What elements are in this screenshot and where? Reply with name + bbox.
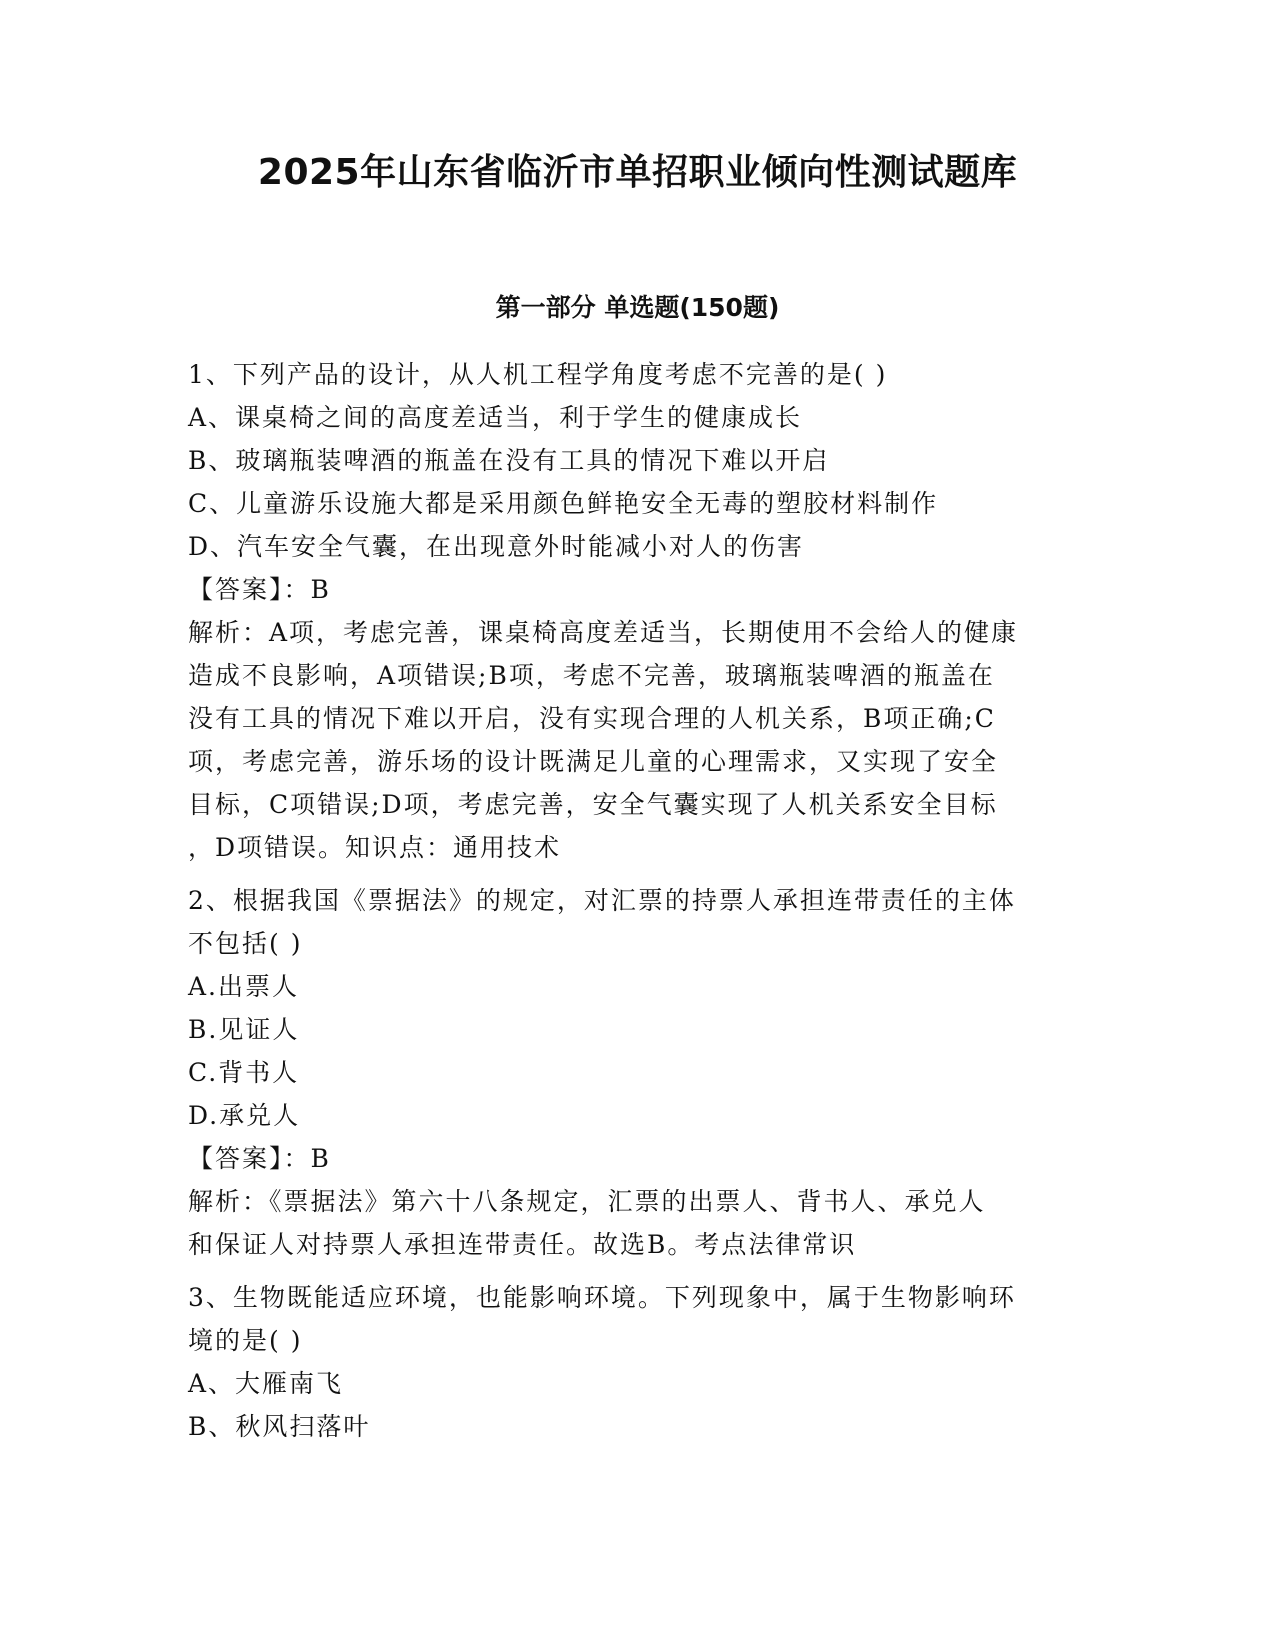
- question-2: [188, 879, 1088, 1266]
- option-a: A.出票人: [188, 972, 300, 1001]
- question-1: [188, 353, 1088, 869]
- option-b: B.见证人: [188, 1015, 300, 1044]
- question-stem: 境的是( ): [188, 1326, 303, 1355]
- option-d: D.承兑人: [188, 1101, 301, 1130]
- option-d: D、汽车安全气囊，在出现意外时能减小对人的伤害: [188, 532, 805, 561]
- question-stem: 不包括( ): [188, 929, 303, 958]
- section-title: 第一部分 单选题(150题): [495, 293, 780, 322]
- explanation-line: 和保证人对持票人承担连带责任。故选B。考点法律常识: [188, 1230, 857, 1259]
- option-b: B、玻璃瓶装啤酒的瓶盖在没有工具的情况下难以开启: [188, 446, 830, 475]
- explanation-line: 目标，C项错误;D项，考虑完善，安全气囊实现了人机关系安全目标: [188, 790, 998, 819]
- answer: 【答案】：B: [188, 1144, 331, 1173]
- option-a: A、课桌椅之间的高度差适当，利于学生的健康成长: [188, 403, 803, 432]
- explanation-line: ，D项错误。知识点：通用技术: [188, 833, 562, 862]
- question-stem: 3、生物既能适应环境，也能影响环境。下列现象中，属于生物影响环: [188, 1283, 1016, 1312]
- explanation-line: 没有工具的情况下难以开启，没有实现合理的人机关系，B项正确;C: [188, 704, 996, 733]
- question-stem: 1、下列产品的设计，从人机工程学角度考虑不完善的是( ): [188, 360, 888, 389]
- explanation-line: 解析：A项，考虑完善，课桌椅高度差适当，长期使用不会给人的健康: [188, 618, 1019, 647]
- question-stem: 2、根据我国《票据法》的规定，对汇票的持票人承担连带责任的主体: [188, 886, 1016, 915]
- option-a: A、大雁南飞: [188, 1369, 344, 1398]
- question-list: [188, 353, 1088, 1448]
- answer: 【答案】：B: [188, 575, 331, 604]
- option-c: C.背书人: [188, 1058, 300, 1087]
- question-3: [188, 1276, 1088, 1448]
- explanation: [188, 611, 1088, 869]
- document-title: 2025年山东省临沂市单招职业倾向性测试题库: [257, 152, 1018, 193]
- explanation-line: 解析：《票据法》第六十八条规定，汇票的出票人、背书人、承兑人: [188, 1187, 986, 1216]
- explanation-line: 项，考虑完善，游乐场的设计既满足儿童的心理需求，又实现了安全: [188, 747, 999, 776]
- explanation-line: 造成不良影响，A项错误;B项，考虑不完善，玻璃瓶装啤酒的瓶盖在: [188, 661, 995, 690]
- option-b: B、秋风扫落叶: [188, 1412, 371, 1441]
- option-c: C、儿童游乐设施大都是采用颜色鲜艳安全无毒的塑胶材料制作: [188, 489, 939, 518]
- explanation: [188, 1180, 1088, 1266]
